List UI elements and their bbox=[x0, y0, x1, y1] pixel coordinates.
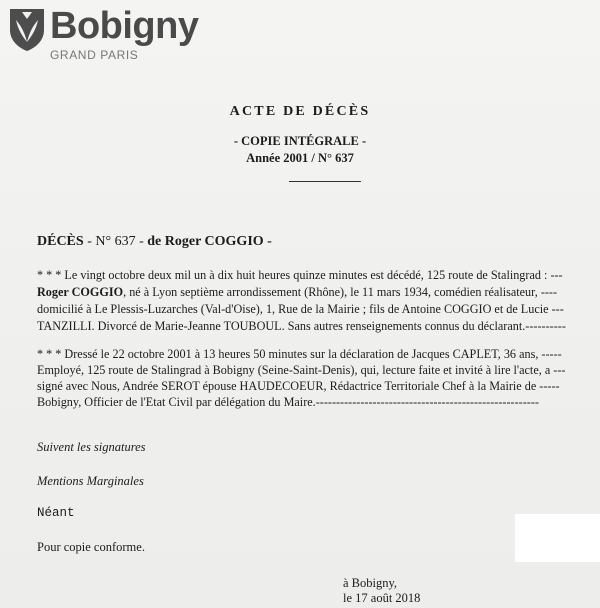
title-separator bbox=[289, 181, 361, 182]
issue-place: à Bobigny, bbox=[343, 576, 398, 590]
mentions-label: Mentions Marginales bbox=[37, 474, 144, 488]
paragraph1-line3: domicilié à Le Plessis-Luzarches (Val-d'Oise), 1, Rue de la Mairie ; fils de Antoine COGGIO et de Lucie --- bbox=[37, 302, 564, 316]
signatures-label: Suivent les signatures bbox=[37, 440, 146, 454]
shield-logo-icon bbox=[6, 6, 48, 52]
record-heading bbox=[37, 234, 272, 250]
certified-copy-label: Pour copie conforme. bbox=[37, 540, 145, 554]
paragraph1-line2-text: , né à Lyon septième arrondissement (Rhône), le 11 mars 1934, comédien réalisateur, ---- bbox=[123, 285, 558, 299]
document-title: ACTE DE DÉCÈS bbox=[229, 104, 371, 119]
paragraph2-line3: signé avec Nous, Andrée SEROT épouse HAUDECOEUR, Rédactrice Territoriale Chef à la Mairie de ----- bbox=[37, 379, 560, 393]
paragraph1-line1: * * * Le vingt octobre deux mil un à dix huit heures quinze minutes est décédé, 125 route de Stalingrad : --- bbox=[37, 268, 563, 282]
heading-dash: - bbox=[83, 234, 96, 249]
heading-label: DÉCÈS bbox=[37, 234, 84, 249]
heading-dash: - bbox=[135, 234, 148, 249]
paragraph2-line2: Employé, 125 route de Stalingrad à Bobigny (Seine-Saint-Denis), qui, lecture faite et invité à lire l'acte, a --- bbox=[37, 363, 566, 377]
blank-area bbox=[515, 514, 600, 562]
issue-date: le 17 août 2018 bbox=[343, 591, 421, 605]
document-subtitle: - COPIE INTÉGRALE - bbox=[233, 134, 367, 148]
paragraph1-line2 bbox=[37, 285, 557, 300]
paragraph1-line4: TANZILLI. Divorcé de Marie-Jeanne TOUBOUL. Sans autres renseignements connus du déclarant.---------- bbox=[37, 319, 566, 333]
heading-number: N° 637 bbox=[95, 234, 136, 249]
heading-dash: - bbox=[263, 234, 272, 249]
heading-name: de Roger COGGIO bbox=[147, 234, 264, 249]
deceased-name: Roger COGGIO bbox=[37, 285, 124, 299]
document-year-number: Année 2001 / N° 637 bbox=[246, 151, 354, 165]
paragraph2-line1: * * * Dressé le 22 octobre 2001 à 13 heures 50 minutes sur la déclaration de Jacques CAPLET, 36 ans, ----- bbox=[37, 347, 562, 361]
logo-subtitle: GRAND PARIS bbox=[50, 48, 139, 62]
mentions-value: Néant bbox=[37, 506, 75, 520]
logo-name: Bobigny bbox=[50, 5, 199, 47]
paragraph2-line4: Bobigny, Officier de l'Etat Civil par délégation du Maire.------------------------------------------------------- bbox=[37, 395, 539, 409]
